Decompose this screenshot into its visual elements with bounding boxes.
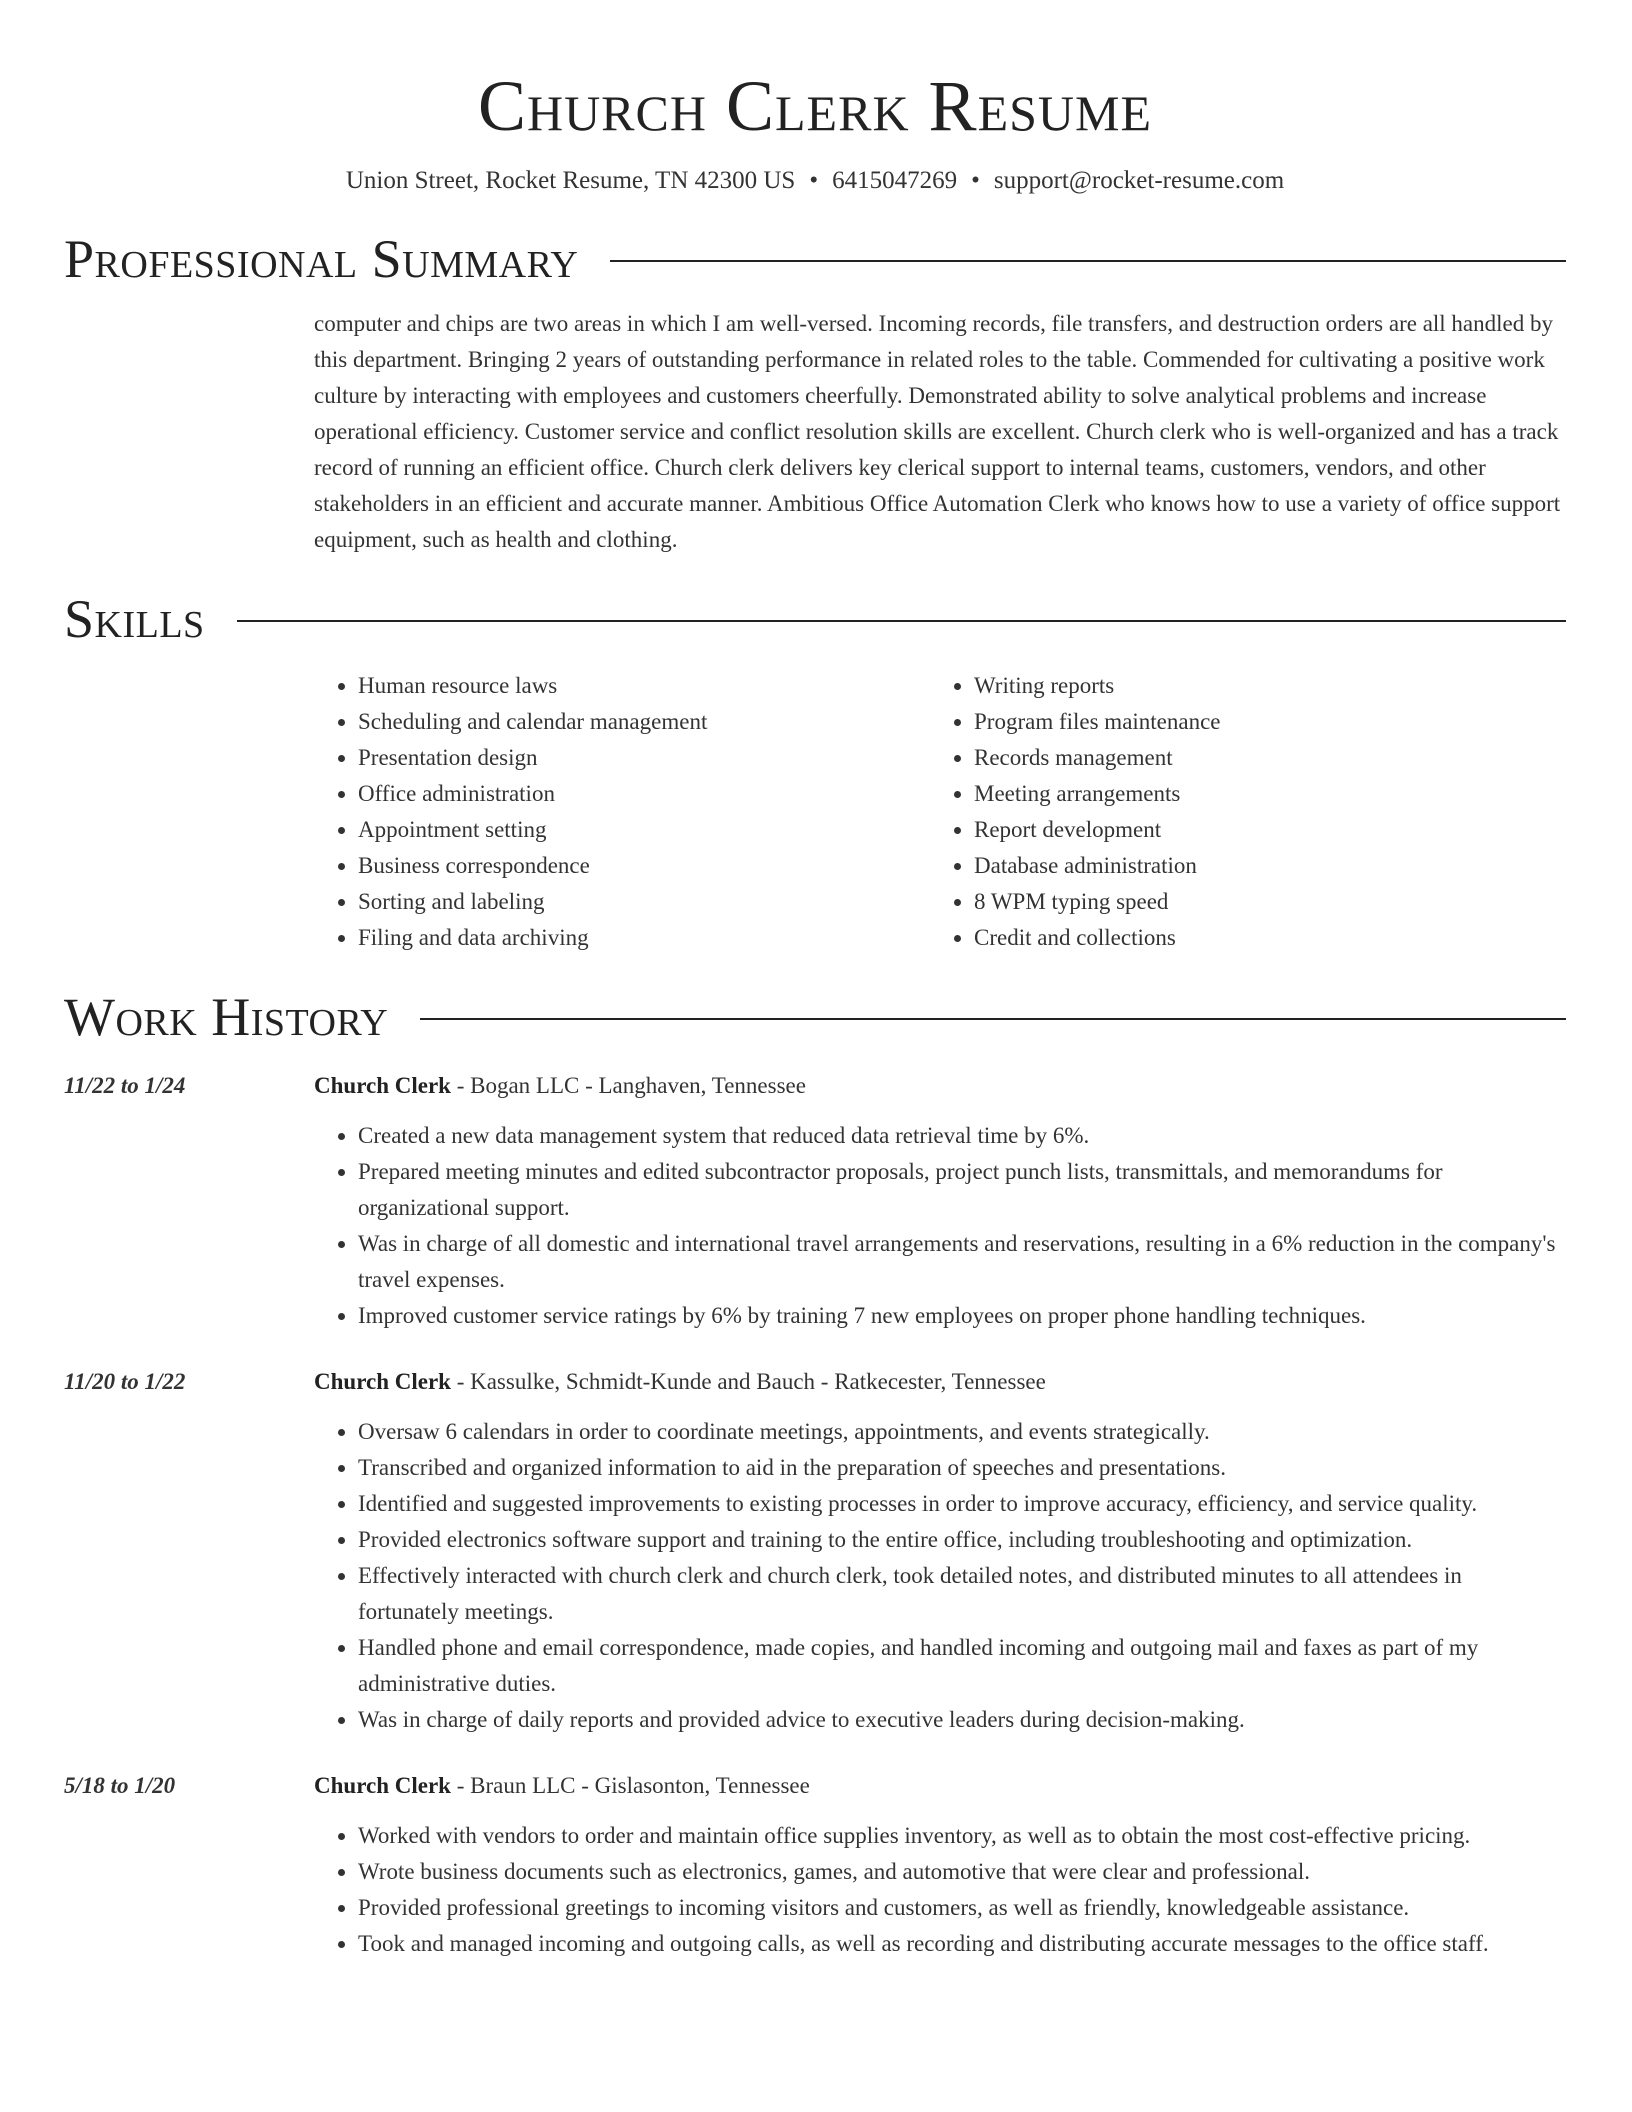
skill-item: • Records management — [974, 740, 1546, 776]
skill-item: • Human resource laws — [358, 668, 930, 704]
skill-item: • Report development — [974, 812, 1546, 848]
skill-item: • 8 WPM typing speed — [974, 884, 1546, 920]
resume-page — [64, 0, 1566, 1962]
section-title-summary: Professional Summary — [64, 229, 579, 289]
section-divider — [610, 260, 1566, 262]
job-bullets — [314, 1414, 1566, 1738]
section-header-skills — [64, 586, 1566, 652]
job-bullet: • Was in charge of all domestic and international travel arrangements and reservations, resulting in a 6% reduction in the company's travel expenses. — [358, 1226, 1566, 1298]
job-dates: 5/18 to 1/20 — [64, 1773, 176, 1798]
job-bullet: • Provided electronics software support and training to the entire office, including troubleshooting and optimization. — [358, 1522, 1566, 1558]
skill-item: • Program files maintenance — [974, 704, 1546, 740]
section-header-work — [64, 984, 1566, 1050]
job-bullet: • Transcribed and organized information to aid in the preparation of speeches and presentations. — [358, 1450, 1566, 1486]
contact-separator: • — [809, 167, 819, 194]
job-title: Church Clerk — [314, 1773, 451, 1798]
job-bullet: • Created a new data management system that reduced data retrieval time by 6%. — [358, 1118, 1566, 1154]
summary-text: computer and chips are two areas in which I am well-versed. Incoming records, file transfers, and destruction orders are all handled by this department. Bringing 2 years of outstanding performance in related roles to the table. Commended for cultivating a positive work culture by interacting with employees and customers cheerfully. Demonstrated ability to solve analytical problems and increase operational efficiency. Customer service and conflict resolution skills are excellent. Church clerk who is well-organized and has a track record of running an efficient office. Church clerk delivers key clerical support to internal teams, customers, vendors, and other stakeholders in an efficient and accurate manner. Ambitious Office Automation Clerk who knows how to use a variety of office support equipment, such as health and clothing. — [314, 311, 1561, 552]
job-bullet: • Effectively interacted with church clerk and church clerk, took detailed notes, and distributed minutes to all attendees in fortunately meetings. — [358, 1558, 1566, 1630]
contact-separator: • — [971, 167, 980, 194]
job-detail — [314, 1068, 1566, 1334]
job-company: - Bogan LLC - Langhaven, Tennessee — [450, 1073, 806, 1098]
job-bullet: • Prepared meeting minutes and edited subcontractor proposals, project punch lists, transmittals, and memorandums for organizational support. — [358, 1154, 1566, 1226]
skill-item: • Meeting arrangements — [974, 776, 1546, 812]
skill-item: • Sorting and labeling — [358, 884, 930, 920]
contact-address: Union Street, Rocket Resume, TN 42300 US — [345, 167, 796, 194]
section-title-work: Work History — [64, 987, 389, 1047]
job-bullet: • Worked with vendors to order and maintain office supplies inventory, as well as to obtain the most cost-effective pricing. — [358, 1818, 1566, 1854]
skills-list — [314, 668, 1566, 956]
job-bullets — [314, 1118, 1566, 1334]
skill-item: • Office administration — [358, 776, 930, 812]
skill-item: • Database administration — [974, 848, 1546, 884]
job-title: Church Clerk — [314, 1073, 451, 1098]
job-bullet: • Wrote business documents such as electronics, games, and automotive that were clear and professional. — [358, 1854, 1566, 1890]
skills-column-right — [930, 668, 1546, 956]
skill-item: • Scheduling and calendar management — [358, 704, 930, 740]
job-dates: 11/20 to 1/22 — [64, 1369, 186, 1394]
job-entry — [64, 1768, 1566, 1962]
section-divider — [237, 620, 1566, 622]
contact-phone: 6415047269 — [832, 167, 958, 194]
job-company: - Braun LLC - Gislasonton, Tennessee — [450, 1773, 810, 1798]
skill-item: • Credit and collections — [974, 920, 1546, 956]
job-entry — [64, 1068, 1566, 1334]
job-title: Church Clerk — [314, 1369, 451, 1394]
skills-column-left — [314, 668, 930, 956]
job-detail — [314, 1364, 1566, 1738]
job-bullet: • Identified and suggested improvements to existing processes in order to improve accuracy, efficiency, and service quality. — [358, 1486, 1566, 1522]
job-company: - Kassulke, Schmidt-Kunde and Bauch - Ratkecester, Tennessee — [450, 1369, 1046, 1394]
resume-title: Church Clerk Resume — [477, 66, 1153, 146]
contact-email: support@rocket-resume.com — [993, 167, 1285, 194]
job-bullet: • Handled phone and email correspondence, made copies, and handled incoming and outgoing mail and faxes as part of my administrative duties. — [358, 1630, 1566, 1702]
section-header-summary — [64, 226, 1566, 292]
skill-item: • Business correspondence — [358, 848, 930, 884]
job-bullet: • Provided professional greetings to incoming visitors and customers, as well as friendly, knowledgeable assistance. — [358, 1890, 1566, 1926]
section-divider — [420, 1018, 1566, 1020]
skill-item: • Appointment setting — [358, 812, 930, 848]
job-bullet: • Oversaw 6 calendars in order to coordinate meetings, appointments, and events strategically. — [358, 1414, 1566, 1450]
job-heading — [314, 1068, 1566, 1104]
job-detail — [314, 1768, 1566, 1962]
job-bullet: • Took and managed incoming and outgoing calls, as well as recording and distributing accurate messages to the office staff. — [358, 1926, 1566, 1962]
job-bullet: • Improved customer service ratings by 6% by training 7 new employees on proper phone handling techniques. — [358, 1298, 1566, 1334]
contact-line — [64, 164, 1566, 198]
job-bullet: • Was in charge of daily reports and provided advice to executive leaders during decision-making. — [358, 1702, 1566, 1738]
job-heading — [314, 1364, 1566, 1400]
skill-item: • Filing and data archiving — [358, 920, 930, 956]
skill-item: • Presentation design — [358, 740, 930, 776]
job-heading — [314, 1768, 1566, 1804]
job-entry — [64, 1364, 1566, 1738]
job-dates: 11/22 to 1/24 — [64, 1073, 186, 1098]
skill-item: • Writing reports — [974, 668, 1546, 704]
section-title-skills: Skills — [64, 589, 205, 649]
job-bullets — [314, 1818, 1566, 1962]
